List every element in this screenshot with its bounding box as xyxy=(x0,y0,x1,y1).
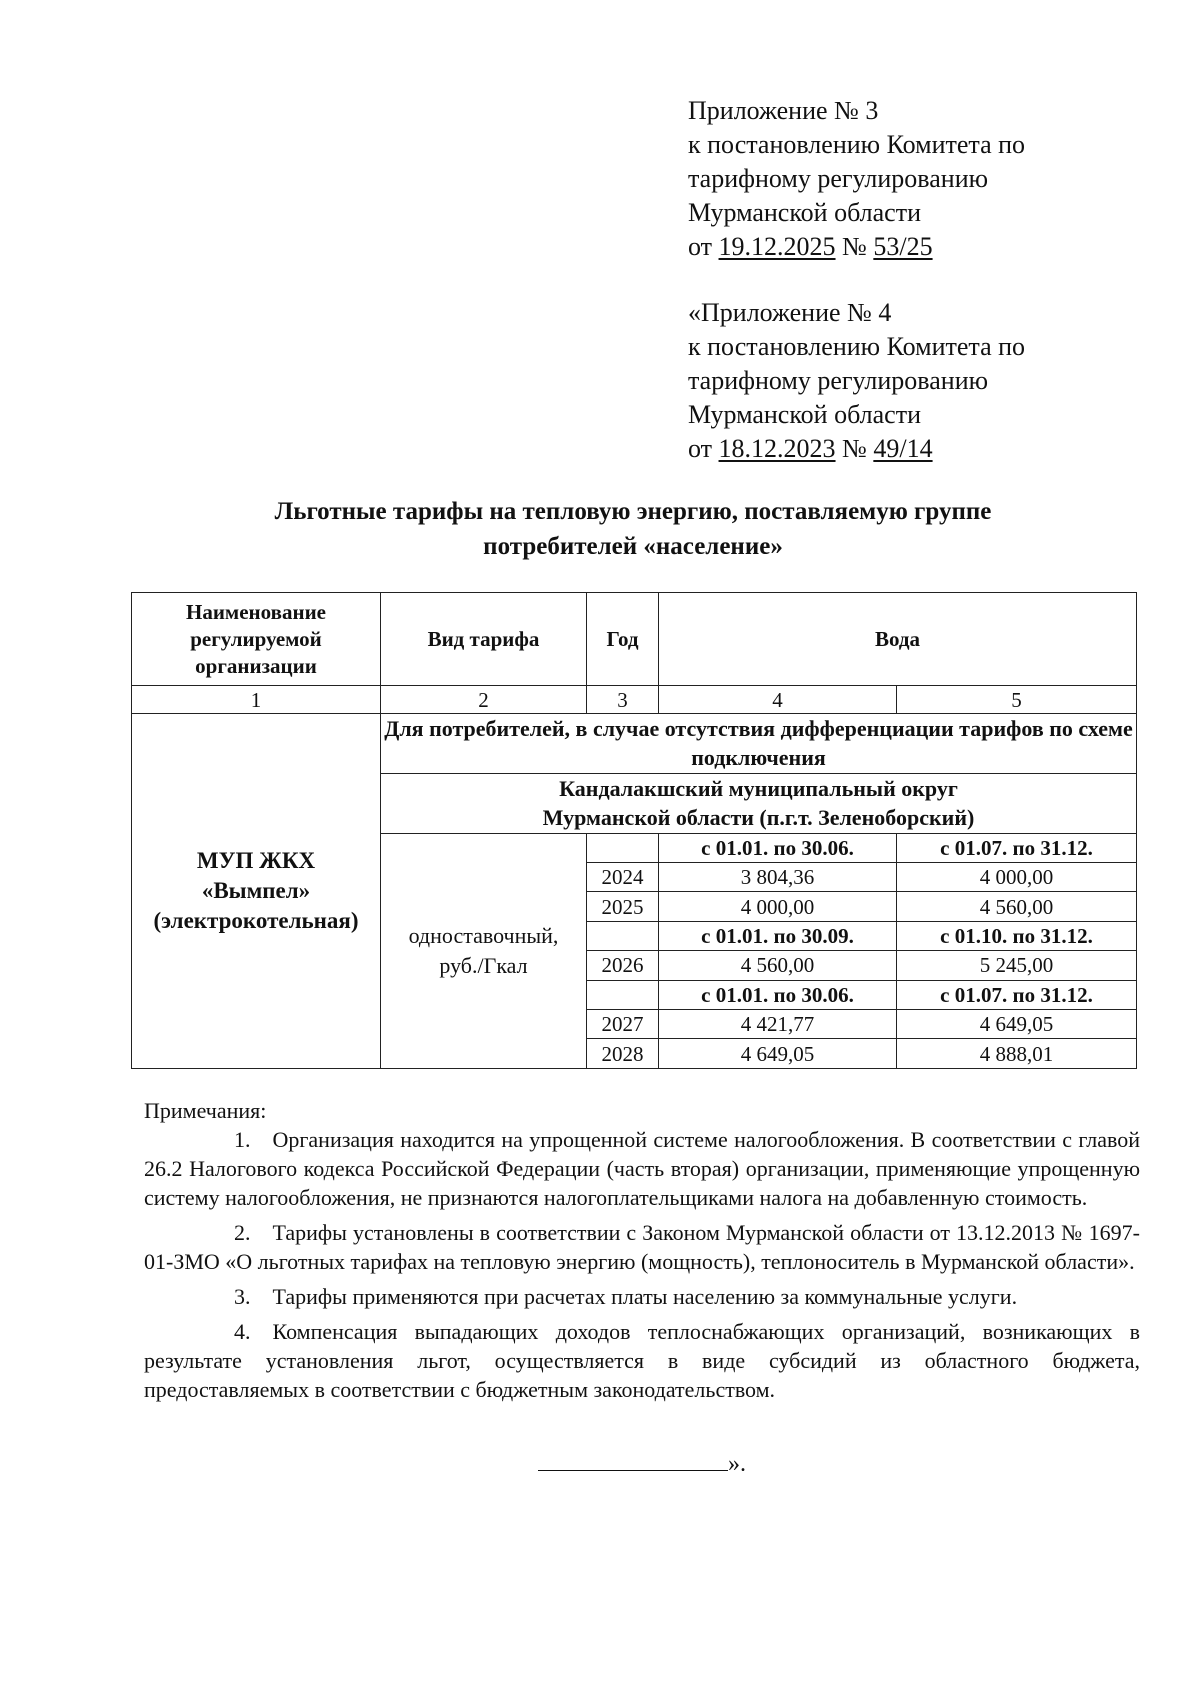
tariff-value: 4 649,05 xyxy=(659,1039,897,1069)
closing-quote: ». xyxy=(728,1451,746,1477)
note-item: 3. Тарифы применяются при расчетах платы населению за коммунальные услуги. xyxy=(234,1284,1018,1309)
tariff-table xyxy=(131,592,1137,1069)
tariff-value: 4 000,00 xyxy=(897,862,1137,891)
appendix-ref-line: тарифному регулированию xyxy=(688,366,989,395)
notes-section xyxy=(144,1096,1140,1410)
decree-date: 19.12.2025 xyxy=(718,232,836,261)
column-number-row xyxy=(132,686,1137,713)
appendix-ref-line: к постановлению Комитета по xyxy=(688,332,1026,361)
consumer-group: Для потребителей, в случае отсутствия дифференциации тарифов по схеме подключения xyxy=(381,713,1137,773)
column-number: 2 xyxy=(381,686,587,713)
date-prefix: от xyxy=(688,232,713,261)
decree-date: 18.12.2023 xyxy=(718,434,836,463)
note-item: 4. Компенсация выпадающих доходов теплоснабжающих организаций, возникающих в результате установления льгот, осуществляется в виде субсидий из областного бюджета, предоставляемых в соответствии с бюджетным законодательством. xyxy=(144,1319,1140,1402)
tariff-value: 5 245,00 xyxy=(897,951,1137,980)
tariff-kind xyxy=(381,833,587,1069)
note-item: 1. Организация находится на упрощенной системе налогообложения. В соответствии с главой 26.2 Налогового кодекса Российской Федерации (часть вторая) организации, применяющие упрощенную систему налогообложения, не признаются налогоплательщиками налога на добавленную стоимость. xyxy=(144,1127,1140,1210)
appendix-ref-line: Мурманской области xyxy=(688,400,921,429)
signature-blank-line xyxy=(538,1450,728,1471)
appendix-ref-line: к постановлению Комитета по xyxy=(688,130,1026,159)
decree-number: 49/14 xyxy=(873,434,933,463)
empty-year-cell xyxy=(587,921,659,950)
date-prefix: от xyxy=(688,434,713,463)
appendix-header-amended xyxy=(688,296,1025,466)
appendix-header-current xyxy=(688,94,1025,264)
decree-number: 53/25 xyxy=(873,232,933,261)
appendix-ref-line: тарифному регулированию xyxy=(688,164,989,193)
organization-name: «Вымпел» xyxy=(201,877,311,903)
closing-line xyxy=(538,1450,746,1478)
empty-year-cell xyxy=(587,833,659,862)
tariff-value: 4 888,01 xyxy=(897,1039,1137,1069)
header-water: Вода xyxy=(659,593,1137,686)
organization-name: (электрокотельная) xyxy=(153,907,359,933)
year-cell: 2027 xyxy=(587,1010,659,1039)
header-org: Наименование регулируемой организации xyxy=(132,593,381,686)
column-number: 3 xyxy=(587,686,659,713)
number-prefix: № xyxy=(842,434,867,463)
title-line: потребителей «население» xyxy=(483,533,783,560)
tariff-value: 4 560,00 xyxy=(659,951,897,980)
number-prefix: № xyxy=(842,232,867,261)
period-label: с 01.01. по 30.09. xyxy=(659,921,897,950)
empty-year-cell xyxy=(587,980,659,1009)
appendix-date-line xyxy=(688,230,1025,264)
header-tariff-type: Вид тарифа xyxy=(381,593,587,686)
year-cell: 2026 xyxy=(587,951,659,980)
appendix-ref-line: Мурманской области xyxy=(688,198,921,227)
year-cell: 2024 xyxy=(587,862,659,891)
column-number: 1 xyxy=(132,686,381,713)
period-label: с 01.10. по 31.12. xyxy=(897,921,1137,950)
notes-heading: Примечания: xyxy=(144,1098,267,1123)
tariff-kind-line: руб./Гкал xyxy=(439,952,528,978)
organization-cell xyxy=(132,713,381,1068)
period-label: с 01.07. по 31.12. xyxy=(897,980,1137,1009)
year-cell: 2028 xyxy=(587,1039,659,1069)
tariff-value: 4 560,00 xyxy=(897,892,1137,921)
appendix-number: Приложение № 3 xyxy=(688,96,879,125)
territory xyxy=(381,773,1137,833)
column-number: 4 xyxy=(659,686,897,713)
territory-line: Кандалакшский муниципальный округ xyxy=(559,776,958,802)
header-year: Год xyxy=(587,593,659,686)
tariff-value: 3 804,36 xyxy=(659,862,897,891)
document-title xyxy=(150,494,1116,564)
appendix-number: «Приложение № 4 xyxy=(688,298,892,327)
period-label: с 01.01. по 30.06. xyxy=(659,980,897,1009)
tariff-kind-line: одноставочный, xyxy=(408,922,559,948)
tariff-value: 4 649,05 xyxy=(897,1010,1137,1039)
tariff-value: 4 000,00 xyxy=(659,892,897,921)
title-line: Льготные тарифы на тепловую энергию, поставляемую группе xyxy=(274,498,992,525)
note-item: 2. Тарифы установлены в соответствии с Законом Мурманской области от 13.12.2013 № 1697-01-ЗМО «О льготных тарифах на тепловую энергию (мощность), теплоноситель в Мурманской области». xyxy=(144,1220,1140,1274)
territory-line: Мурманской области (п.г.т. Зеленоборский) xyxy=(542,805,975,831)
appendix-date-line xyxy=(688,432,1025,466)
column-number: 5 xyxy=(897,686,1137,713)
table-header-row xyxy=(132,593,1137,686)
consumer-group-row xyxy=(132,713,1137,773)
year-cell: 2025 xyxy=(587,892,659,921)
period-label: с 01.07. по 31.12. xyxy=(897,833,1137,862)
organization-name: МУП ЖКХ xyxy=(196,847,316,873)
tariff-value: 4 421,77 xyxy=(659,1010,897,1039)
period-label: с 01.01. по 30.06. xyxy=(659,833,897,862)
